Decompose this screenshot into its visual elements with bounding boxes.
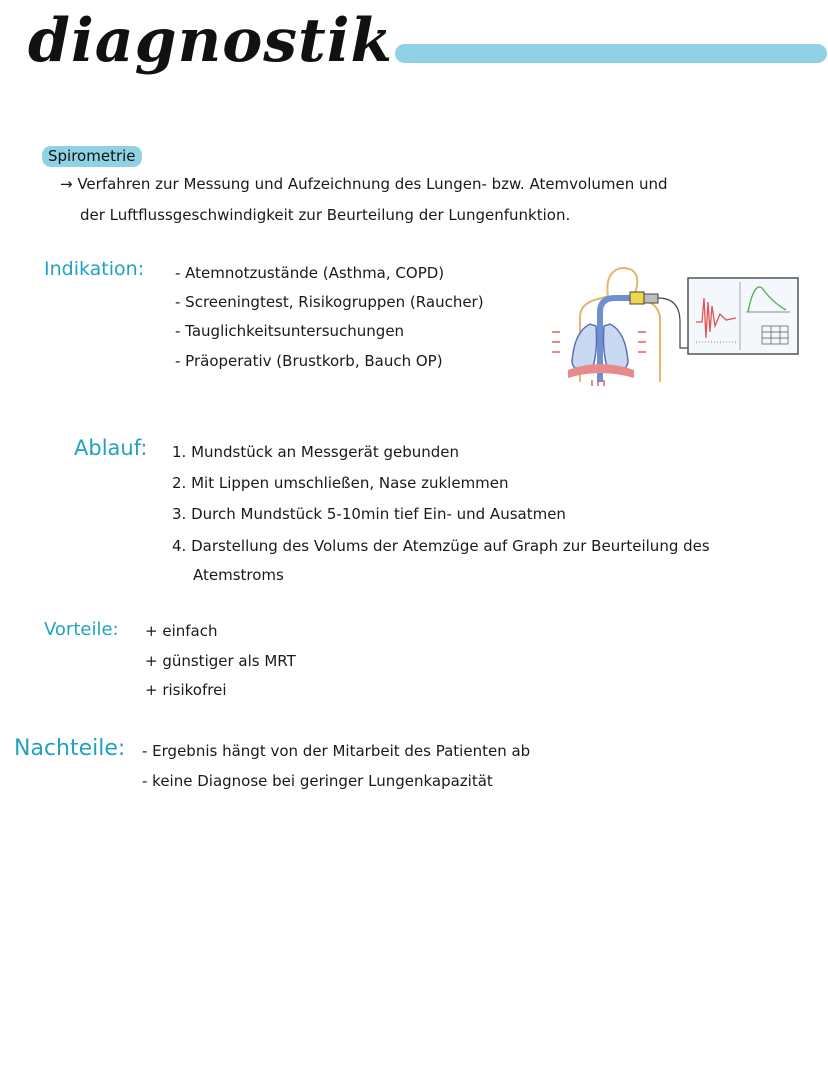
ablauf-step: 3. Durch Mundstück 5-10min tief Ein- und Ausatmen <box>172 505 566 523</box>
spirometry-illustration <box>540 262 802 388</box>
vorteile-item: + risikofrei <box>145 681 227 699</box>
page-title: diagnostik <box>28 6 394 76</box>
left-lung-icon <box>572 324 597 371</box>
definition-line-1: → Verfahren zur Messung und Aufzeichnung des Lungen- bzw. Atemvolumen und <box>60 175 668 193</box>
nachteile-item: - Ergebnis hängt von der Mitarbeit des Patienten ab <box>142 742 531 760</box>
definition-line-2: der Luftflussgeschwindigkeit zur Beurteilung der Lungenfunktion. <box>80 206 571 224</box>
vorteile-label: Vorteile: <box>44 619 119 640</box>
ablauf-label: Ablauf: <box>74 436 148 460</box>
indikation-item: - Atemnotzustände (Asthma, COPD) <box>175 264 445 282</box>
vorteile-item: + einfach <box>145 622 218 640</box>
indikation-item: - Screeningtest, Risikogruppen (Raucher) <box>175 293 484 311</box>
indikation-label: Indikation: <box>44 258 145 280</box>
indikation-item: - Präoperativ (Brustkorb, Bauch OP) <box>175 352 443 370</box>
ablauf-step: 1. Mundstück an Messgerät gebunden <box>172 443 460 461</box>
vorteile-item: + günstiger als MRT <box>145 652 296 670</box>
ablauf-step: 4. Darstellung des Volums der Atemzüge auf Graph zur Beurteilung des <box>172 537 710 555</box>
nachteile-item: - keine Diagnose bei geringer Lungenkapazität <box>142 772 493 790</box>
nachteile-label: Nachteile: <box>14 736 126 761</box>
title-underline-bar <box>395 44 827 63</box>
section-heading-spirometrie: Spirometrie <box>42 146 142 167</box>
cable-icon <box>658 298 688 348</box>
indikation-item: - Tauglichkeitsuntersuchungen <box>175 322 405 340</box>
ablauf-step: 2. Mit Lippen umschließen, Nase zuklemmen <box>172 474 509 492</box>
mouthpiece-icon <box>630 292 644 304</box>
right-lung-icon <box>604 324 629 371</box>
ablauf-step-continuation: Atemstroms <box>193 566 284 584</box>
spirometer-sensor-icon <box>644 294 658 303</box>
